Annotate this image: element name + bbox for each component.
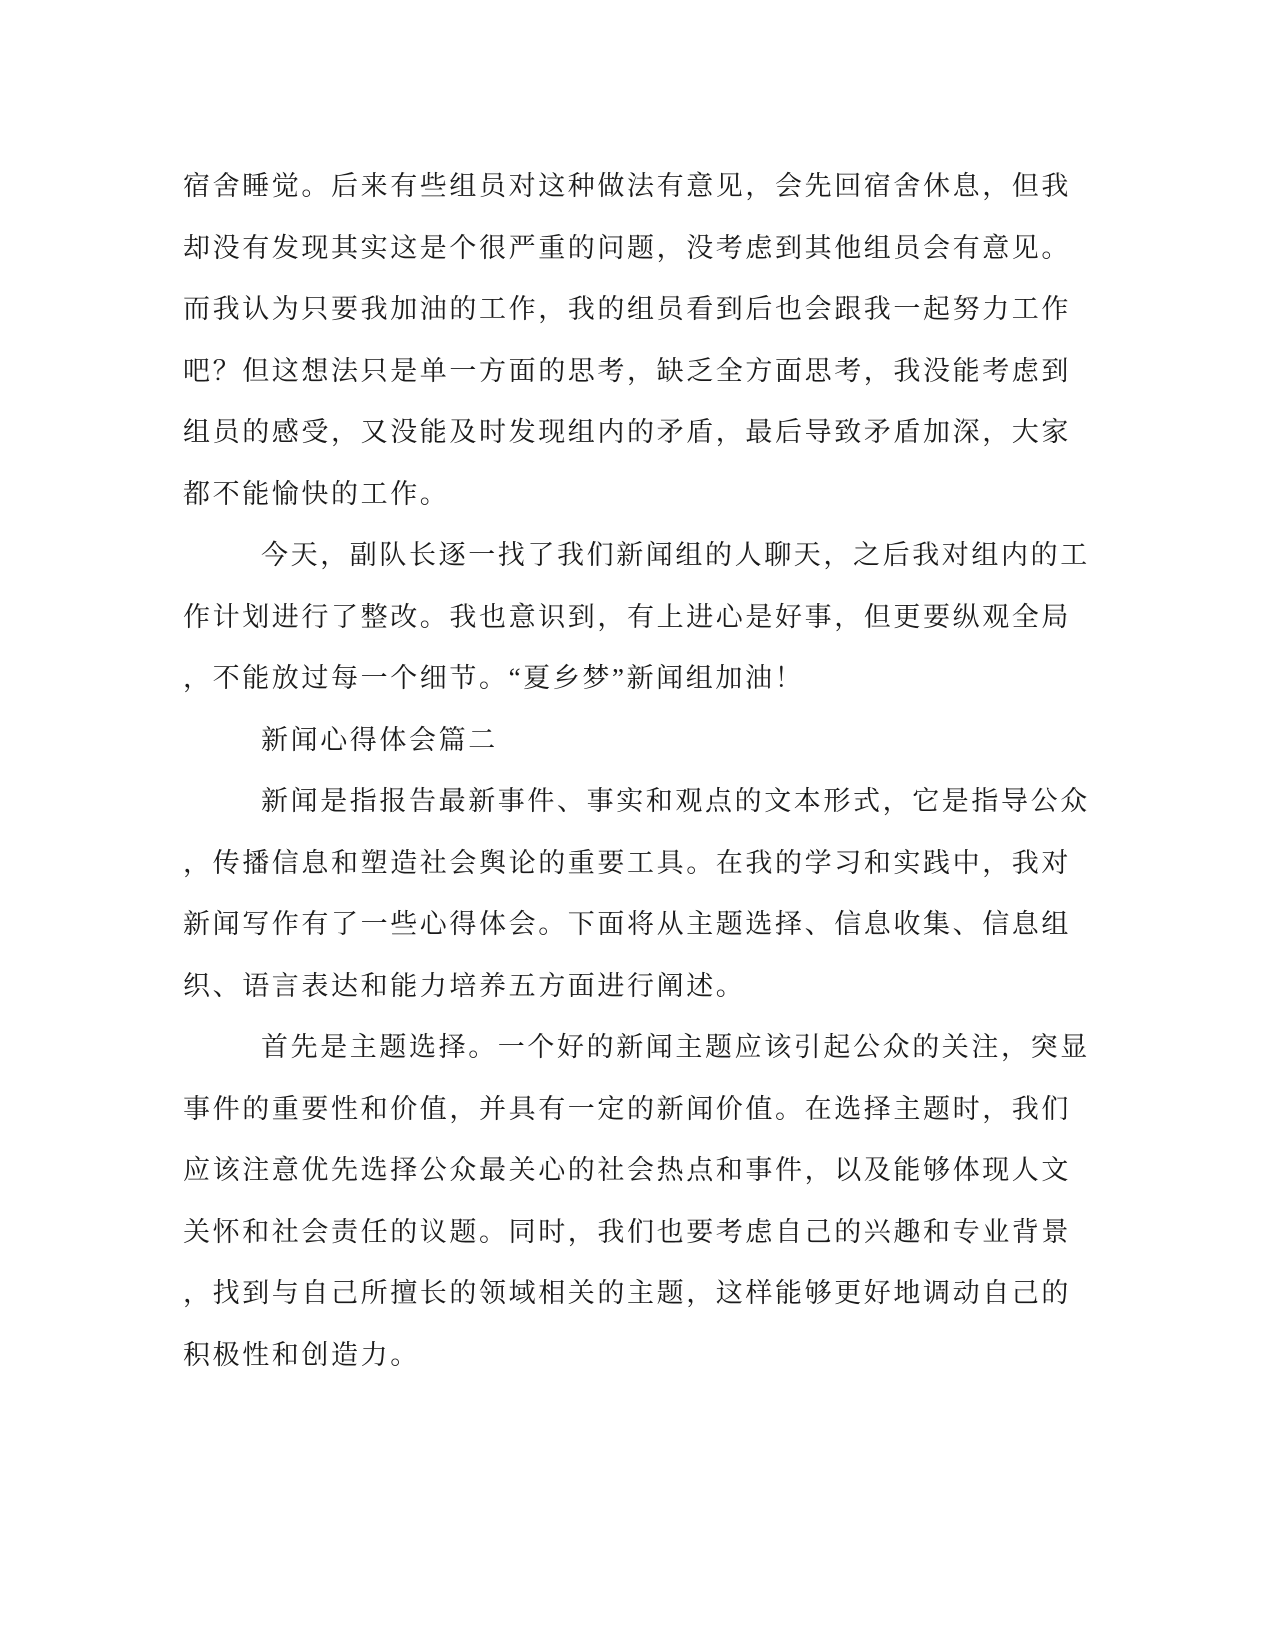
text-line: 新闻是指报告最新事件、事实和观点的文本形式，它是指导公众 (261, 786, 1090, 816)
section-heading: 新闻心得体会篇二 (261, 724, 498, 755)
text-line: 今天，副队长逐一找了我们新闻组的人聊天，之后我对组内的工 (261, 540, 1090, 570)
text-line: ，不能放过每一个细节。“夏乡梦”新闻组加油！ (183, 663, 805, 693)
text-line: ，传播信息和塑造社会舆论的重要工具。在我的学习和实践中，我对 (183, 847, 1071, 878)
text-line: 宿舍睡觉。后来有些组员对这种做法有意见，会先回宿舍休息，但我 (183, 171, 1071, 201)
text-line: 积极性和创造力。 (183, 1339, 420, 1370)
text-line: 而我认为只要我加油的工作，我的组员看到后也会跟我一起努力工作 (183, 294, 1071, 324)
text-line: 织、语言表达和能力培养五方面进行阐述。 (183, 970, 746, 1001)
text-line: 新闻写作有了一些心得体会。下面将从主题选择、信息收集、信息组 (183, 909, 1071, 939)
text-line: 首先是主题选择。一个好的新闻主题应该引起公众的关注，突显 (261, 1032, 1090, 1062)
text-line: 都不能愉快的工作。 (183, 478, 450, 509)
document-body (183, 156, 1090, 1386)
text-line: 吧？但这想法只是单一方面的思考，缺乏全方面思考，我没能考虑到 (183, 355, 1071, 386)
text-line: 组员的感受，又没能及时发现组内的矛盾，最后导致矛盾加深，大家 (183, 417, 1071, 447)
text-line: 却没有发现其实这是个很严重的问题，没考虑到其他组员会有意见。 (183, 232, 1071, 263)
text-line: 作计划进行了整改。我也意识到，有上进心是好事，但更要纵观全局 (183, 601, 1071, 632)
text-line: 应该注意优先选择公众最关心的社会热点和事件，以及能够体现人文 (183, 1155, 1071, 1185)
text-line: 事件的重要性和价值，并具有一定的新闻价值。在选择主题时，我们 (183, 1093, 1071, 1124)
text-line: 关怀和社会责任的议题。同时，我们也要考虑自己的兴趣和专业背景 (183, 1216, 1071, 1247)
text-line: ，找到与自己所擅长的领域相关的主题，这样能够更好地调动自己的 (183, 1278, 1071, 1308)
